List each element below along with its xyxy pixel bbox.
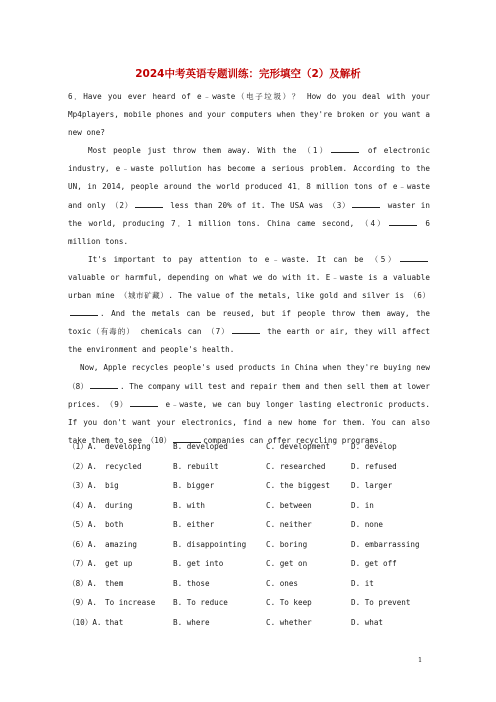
option-a[interactable]: that — [105, 617, 124, 627]
option-d[interactable]: D. embarrassing — [351, 539, 420, 549]
option-number: （10）A. — [68, 617, 102, 627]
option-number: （3）A. — [68, 481, 97, 491]
paragraph-2-text-a: Most people just throw them away. With the （1） — [88, 146, 330, 156]
option-a[interactable]: big — [105, 481, 119, 491]
option-d[interactable]: D. refused — [351, 461, 397, 471]
option-row-7 — [68, 554, 448, 574]
paragraph-1-text: 6．Have you ever heard of e﹣waste（电子垃圾）？ How do you deal with your Mp4players, mobile phones and your computers when they're broken or you want a new one? — [68, 92, 430, 138]
page-number: 1 — [418, 656, 423, 664]
option-a[interactable]: during — [105, 500, 133, 510]
option-row-9 — [68, 593, 448, 613]
option-a[interactable]: them — [105, 578, 124, 588]
option-c[interactable]: C. boring — [266, 539, 308, 549]
option-number: （5）A. — [68, 520, 97, 530]
option-b[interactable]: B. get into — [173, 559, 224, 569]
option-b[interactable]: B. those — [173, 578, 210, 588]
option-row-6 — [68, 535, 448, 555]
option-b[interactable]: B. To reduce — [173, 598, 228, 608]
blank-2[interactable] — [135, 199, 163, 208]
options-table — [68, 437, 448, 632]
blank-5[interactable] — [400, 253, 428, 262]
blank-1[interactable] — [331, 144, 359, 153]
option-row-4 — [68, 496, 448, 516]
option-c[interactable]: C. To keep — [266, 598, 312, 608]
option-d[interactable]: D. To prevent — [351, 598, 411, 608]
paragraph-4-text-d: companies can offer recycling programs. — [203, 435, 384, 445]
option-row-2 — [68, 457, 448, 477]
document-title: 2024中考英语专题训练：完形填空（2）及解析 — [135, 68, 361, 80]
option-d[interactable]: D. none — [351, 520, 384, 530]
option-b[interactable]: B. rebuilt — [173, 461, 219, 471]
option-number: （2）A. — [68, 461, 97, 471]
passage-paragraph-2 — [68, 142, 430, 251]
option-b[interactable]: B. where — [173, 617, 210, 627]
option-number: （1）A. — [68, 442, 97, 452]
option-row-8 — [68, 574, 448, 594]
blank-6[interactable] — [70, 307, 98, 316]
option-c[interactable]: C. between — [266, 500, 312, 510]
option-c[interactable]: C. the biggest — [266, 481, 331, 491]
blank-4[interactable] — [389, 217, 417, 226]
option-a[interactable]: To increase — [105, 598, 156, 608]
option-a[interactable]: amazing — [105, 539, 138, 549]
option-a[interactable]: get up — [105, 559, 133, 569]
blank-7[interactable] — [232, 325, 260, 334]
option-a[interactable]: both — [105, 520, 124, 530]
passage-body — [68, 88, 430, 450]
paragraph-3-text-a: It's important to pay attention to e﹣waste. It can be （5） — [88, 254, 398, 264]
option-b[interactable]: B. either — [173, 520, 215, 530]
option-d[interactable]: D. larger — [351, 481, 393, 491]
paragraph-2-text-d: waster in the world, producing 7．1 million tons. China came second, （4） — [68, 200, 430, 228]
option-c[interactable]: C. whether — [266, 617, 312, 627]
paragraph-3-text-c: . And the metals can be reused, but if people throw them away, the toxic（有毒的） chemicals can （7） — [68, 309, 430, 337]
option-b[interactable]: B. disappointing — [173, 539, 247, 549]
option-number: （4）A. — [68, 500, 97, 510]
option-c[interactable]: C. researched — [266, 461, 326, 471]
option-d[interactable]: D. it — [351, 578, 374, 588]
option-d[interactable]: D. what — [351, 617, 384, 627]
option-a[interactable]: recycled — [105, 461, 142, 471]
option-row-10 — [68, 613, 448, 633]
option-a[interactable]: developing — [105, 442, 151, 452]
option-c[interactable]: C. neither — [266, 520, 312, 530]
blank-9[interactable] — [130, 398, 158, 407]
blank-3[interactable] — [352, 199, 380, 208]
option-number: （9）A. — [68, 598, 97, 608]
option-row-3 — [68, 476, 448, 496]
option-c[interactable]: C. development — [266, 442, 331, 452]
option-row-1 — [68, 437, 448, 457]
option-c[interactable]: C. ones — [266, 578, 299, 588]
paragraph-2-text-e: 6 million tons. — [68, 218, 430, 246]
paragraph-2-text-b: of electronic industry, e﹣waste pollution has become a serious problem. According to the UN, in 2014, people around the world produced 41．8 million tons of e﹣waste and only （2） — [68, 146, 430, 210]
option-b[interactable]: B. with — [173, 500, 206, 510]
option-number: （6）A. — [68, 539, 97, 549]
paragraph-4-text-c: e﹣waste, we can buy longer lasting electronic products. If you don't want your electronics, find a new home for them. You can also take them to see （10） — [68, 399, 430, 445]
paragraph-4-text-b: . The company will test and repair them and then sell them at lower prices. （9） — [68, 381, 430, 409]
option-number: （8）A. — [68, 578, 97, 588]
paragraph-4-text-a: Now, Apple recycles people's used products in China when they're buying new （8） — [68, 363, 430, 391]
option-row-5 — [68, 515, 448, 535]
paragraph-3-text-d: the earth or air, they will affect the environment and people's health. — [68, 327, 430, 355]
option-d[interactable]: D. in — [351, 500, 374, 510]
option-c[interactable]: C. get on — [266, 559, 308, 569]
paragraph-2-text-c: less than 20% of it. The USA was （3） — [164, 200, 351, 210]
blank-8[interactable] — [90, 380, 118, 389]
option-b[interactable]: B. developed — [173, 442, 228, 452]
passage-paragraph-1 — [68, 88, 430, 142]
option-d[interactable]: D. develop — [351, 442, 397, 452]
option-d[interactable]: D. get off — [351, 559, 397, 569]
passage-paragraph-3 — [68, 251, 430, 360]
option-b[interactable]: B. bigger — [173, 481, 215, 491]
option-number: （7）A. — [68, 559, 97, 569]
paragraph-3-text-b: valuable or harmful, depending on what we do with it. E﹣waste is a valuable urban mine （城市矿藏）. The value of the metals, like gold and silver is （6） — [68, 272, 430, 301]
